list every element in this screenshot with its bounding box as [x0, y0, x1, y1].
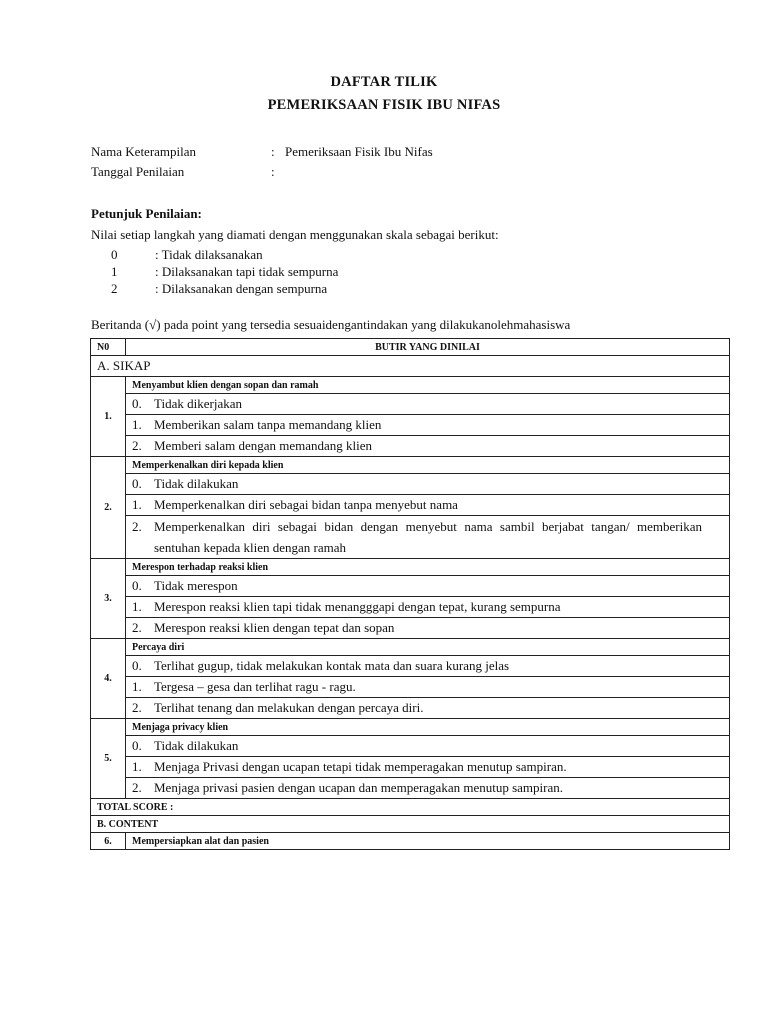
option-text: Memberi salam dengan memandang klien	[154, 438, 373, 453]
option-number: 0.	[132, 476, 142, 491]
option-text: Memperkenalkan diri sebagai bidan dengan menyebut nama sambil berjabat tangan/ memberikan sentuhan kepada klien dengan ramah	[154, 519, 702, 555]
option-number: 0.	[132, 396, 142, 411]
option-number: 2.	[132, 700, 142, 715]
item-title: Menyambut klien dengan sopan dan ramah	[126, 377, 730, 394]
scale-item	[111, 247, 263, 263]
mark-instruction: Beritanda (√) pada point yang tersedia sesuaidengantindakan yang dilakukanolehmahasiswa	[91, 317, 571, 332]
option-cell[interactable]	[126, 677, 730, 698]
scale-description: : Tidak dilaksanakan	[155, 247, 263, 262]
option-number: 2.	[132, 438, 142, 453]
option-number: 1.	[132, 679, 142, 694]
instructions-heading: Petunjuk Penilaian:	[91, 206, 202, 221]
option-number: 1.	[132, 759, 142, 774]
option-cell[interactable]	[126, 436, 730, 457]
option-text: Tidak dilakukan	[154, 476, 239, 491]
assessment-table	[90, 338, 730, 850]
option-row[interactable]	[91, 394, 730, 415]
scale-number: 1	[111, 264, 118, 279]
item-number: 2.	[91, 457, 126, 559]
option-row[interactable]	[91, 597, 730, 618]
option-row[interactable]	[91, 474, 730, 495]
option-text: Memperkenalkan diri sebagai bidan tanpa menyebut nama	[154, 497, 458, 512]
section-b-title: B. CONTENT	[91, 816, 730, 833]
assessment-date-row	[91, 164, 285, 180]
section-a-title: A. SIKAP	[91, 356, 730, 377]
option-number: 1.	[132, 497, 142, 512]
option-cell[interactable]	[126, 576, 730, 597]
option-row[interactable]	[91, 736, 730, 757]
scale-item	[111, 264, 338, 280]
section-row	[91, 356, 730, 377]
table-row	[91, 719, 730, 736]
item-title: Menjaga privacy klien	[126, 719, 730, 736]
scale-description: : Dilaksanakan dengan sempurna	[155, 281, 328, 296]
assessment-date-label: Tanggal Penilaian	[91, 164, 185, 179]
instructions-text: Nilai setiap langkah yang diamati dengan menggunakan skala sebagai berikut:	[91, 227, 499, 242]
option-text: Merespon reaksi klien dengan tepat dan sopan	[154, 620, 395, 635]
table-row	[91, 457, 730, 474]
option-number: 1.	[132, 417, 142, 432]
option-text: Menjaga Privasi dengan ucapan tetapi tidak memperagakan menutup sampiran.	[154, 759, 567, 774]
option-cell[interactable]	[126, 778, 730, 799]
option-number: 2.	[132, 620, 142, 635]
option-number: 2.	[132, 519, 142, 534]
skill-name-row	[91, 144, 433, 160]
option-row[interactable]	[91, 656, 730, 677]
option-text: Merespon reaksi klien tapi tidak menangggapi dengan tepat, kurang sempurna	[154, 599, 561, 614]
item-number: 6.	[91, 833, 126, 850]
scale-description: : Dilaksanakan tapi tidak sempurna	[155, 264, 339, 279]
option-text: Menjaga privasi pasien dengan ucapan dan memperagakan menutup sampiran.	[154, 780, 563, 795]
skill-name-value: Pemeriksaan Fisik Ibu Nifas	[285, 144, 433, 159]
option-number: 1.	[132, 599, 142, 614]
option-cell[interactable]	[126, 415, 730, 436]
total-score-label: TOTAL SCORE :	[91, 799, 730, 816]
scale-item	[111, 281, 327, 297]
option-row[interactable]	[91, 757, 730, 778]
option-row[interactable]	[91, 677, 730, 698]
option-number: 0.	[132, 578, 142, 593]
option-cell[interactable]	[126, 495, 730, 516]
option-row[interactable]	[91, 415, 730, 436]
column-header-no: N0	[91, 339, 126, 356]
skill-name-colon: :	[271, 144, 275, 159]
total-score-row	[91, 799, 730, 816]
skill-name-label: Nama Keterampilan	[91, 144, 197, 159]
option-number: 0.	[132, 658, 142, 673]
table-row	[91, 639, 730, 656]
option-text: Terlihat gugup, tidak melakukan kontak mata dan suara kurang jelas	[154, 658, 510, 673]
table-row	[91, 559, 730, 576]
column-header-butir: BUTIR YANG DINILAI	[126, 339, 730, 356]
option-text: Tidak dikerjakan	[154, 396, 242, 411]
item-number: 4.	[91, 639, 126, 719]
option-cell[interactable]	[126, 394, 730, 415]
option-row[interactable]	[91, 576, 730, 597]
option-cell[interactable]	[126, 736, 730, 757]
option-row[interactable]	[91, 698, 730, 719]
document-title: DAFTAR TILIK	[330, 74, 438, 90]
scale-number: 2	[111, 281, 118, 296]
option-text: Memberikan salam tanpa memandang klien	[154, 417, 382, 432]
option-cell[interactable]	[126, 656, 730, 677]
table-row	[91, 377, 730, 394]
option-text: Tidak dilakukan	[154, 738, 239, 753]
option-text: Tidak merespon	[154, 578, 238, 593]
item-title: Percaya diri	[126, 639, 730, 656]
option-number: 0.	[132, 738, 142, 753]
option-text: Tergesa – gesa dan terlihat ragu - ragu.	[154, 679, 356, 694]
item-title: Memperkenalkan diri kepada klien	[126, 457, 730, 474]
option-text: Terlihat tenang dan melakukan dengan percaya diri.	[154, 700, 424, 715]
assessment-date-colon: :	[271, 164, 275, 179]
table-row	[91, 833, 730, 850]
option-cell[interactable]	[126, 516, 730, 559]
item-number: 1.	[91, 377, 126, 457]
scale-number: 0	[111, 247, 118, 262]
option-cell[interactable]	[126, 618, 730, 639]
document-subtitle: PEMERIKSAAN FISIK IBU NIFAS	[267, 97, 501, 113]
option-number: 2.	[132, 780, 142, 795]
option-cell[interactable]	[126, 474, 730, 495]
option-cell[interactable]	[126, 597, 730, 618]
option-row[interactable]	[91, 516, 730, 559]
option-cell[interactable]	[126, 757, 730, 778]
option-row[interactable]	[91, 778, 730, 799]
item-title: Mempersiapkan alat dan pasien	[126, 833, 730, 850]
option-cell[interactable]	[126, 698, 730, 719]
item-number: 3.	[91, 559, 126, 639]
option-row[interactable]	[91, 618, 730, 639]
item-number: 5.	[91, 719, 126, 799]
section-row	[91, 816, 730, 833]
option-row[interactable]	[91, 495, 730, 516]
item-title: Merespon terhadap reaksi klien	[126, 559, 730, 576]
table-header-row	[91, 339, 730, 356]
option-row[interactable]	[91, 436, 730, 457]
